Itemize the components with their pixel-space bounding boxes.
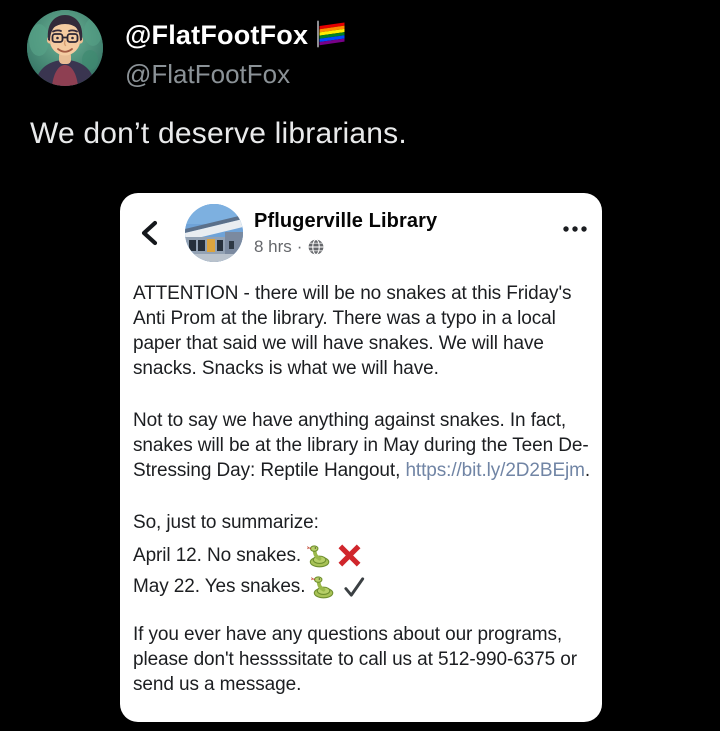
author-names[interactable] [125, 10, 347, 90]
snake-icon [306, 543, 332, 569]
author-avatar[interactable] [27, 10, 103, 86]
back-button[interactable] [138, 220, 160, 246]
post-paragraph-contact: If you ever have any questions about our programs, please don't hessssitate to call us at 512-990-6375 or send us a message. [133, 624, 577, 695]
summary-april-text: April 12. No snakes. [133, 545, 302, 566]
embedded-facebook-post [120, 193, 602, 722]
author-display-name: @FlatFootFox [125, 20, 309, 50]
reptile-text: Not to say we have anything against snakes. In fact, snakes will be at the library in May during the Teen De-Stressing Day: Reptile Hangout, [133, 410, 589, 481]
summary-may-text: May 22. Yes snakes. [133, 576, 306, 597]
check-mark-icon [341, 574, 367, 600]
post-paragraph-attention: ATTENTION - there will be no snakes at this Friday's Anti Prom at the library. There was a typo in a local paper that said we will have snakes. We will have snacks. Snacks is what we will have. [133, 283, 572, 379]
post-timestamp: 8 hrs [254, 236, 292, 256]
library-page-avatar[interactable] [185, 204, 243, 262]
page-name[interactable]: Pflugerville Library [254, 209, 438, 232]
library-building-photo [185, 204, 243, 262]
library-page-info [254, 210, 437, 257]
tweet-text: We don’t deserve librarians. [30, 117, 407, 150]
ellipsis-icon [562, 225, 588, 233]
summary-intro: So, just to summarize: [133, 512, 319, 533]
red-cross-mark-icon [337, 543, 362, 568]
meta-separator: · [296, 236, 303, 256]
post-meta [254, 237, 437, 257]
back-chevron-icon [138, 220, 160, 246]
tweet-author-header [0, 0, 720, 90]
reptile-text-end: . [584, 460, 591, 481]
summary-line-april [133, 540, 595, 571]
public-globe-icon [307, 238, 325, 256]
author-avatar-illustration [27, 10, 103, 86]
post-paragraph-reptile [133, 408, 595, 483]
author-handle: @FlatFootFox [125, 59, 291, 89]
rainbow-flag-icon [315, 19, 347, 54]
bitly-link[interactable]: https://bit.ly/2D2BEjm [405, 460, 585, 481]
more-options-button[interactable] [562, 220, 588, 238]
facebook-post-header [120, 193, 602, 262]
facebook-post-body [120, 262, 602, 722]
summary-line-may [133, 571, 595, 602]
snake-icon [310, 574, 336, 600]
